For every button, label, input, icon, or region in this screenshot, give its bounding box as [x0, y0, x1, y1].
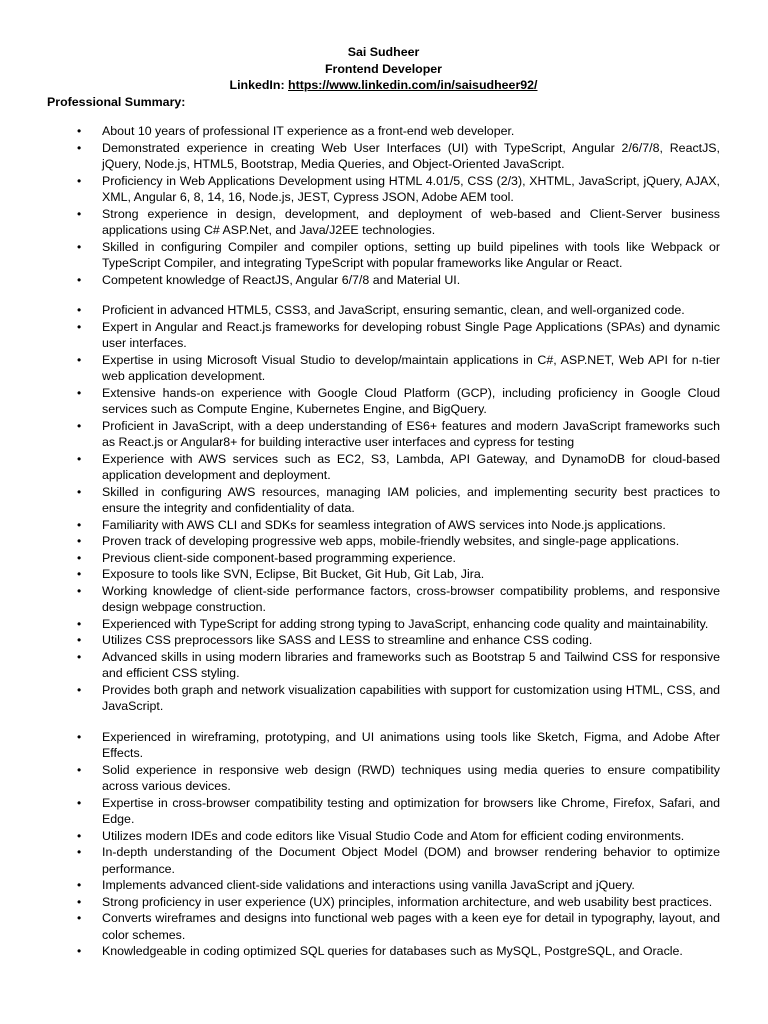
summary-bullet — [47, 123, 720, 140]
summary-bullet — [47, 828, 720, 845]
summary-bullets-group-3 — [47, 729, 720, 960]
summary-bullet-text: Utilizes modern IDEs and code editors like Visual Studio Code and Atom for efficient coding environments. — [102, 828, 685, 843]
summary-bullet — [47, 272, 720, 289]
summary-bullet-text: Experience with AWS services such as EC2, S3, Lambda, API Gateway, and DynamoDB for cloud-based application development and deployment. — [102, 451, 720, 482]
summary-bullet — [47, 302, 720, 319]
summary-bullet-text: Implements advanced client-side validations and interactions using vanilla JavaScript and jQuery. — [102, 878, 635, 892]
bullet-dot-icon: • — [77, 140, 82, 155]
summary-bullet — [47, 632, 720, 649]
summary-bullet-text: Extensive hands-on experience with Google Cloud Platform (GCP), including proficiency in Google Cloud services such as Compute Engine, Kubernetes Engine, and BigQuery. — [102, 385, 720, 416]
bullet-dot-icon: • — [77, 682, 82, 697]
candidate-role: Frontend Developer — [324, 61, 443, 76]
summary-bullet — [47, 533, 720, 550]
bullet-dot-icon: • — [77, 550, 82, 565]
summary-bullet — [47, 762, 720, 795]
summary-bullet — [47, 795, 720, 828]
summary-bullet-text: Expertise in using Microsoft Visual Studio to develop/maintain applications in C#, ASP.NET, Web API for n-tier web application development. — [102, 352, 720, 383]
bullet-dot-icon: • — [77, 878, 82, 892]
summary-bullet-text: Experienced in wireframing, prototyping, and UI animations using tools like Sketch, Figma, and Adobe After Effects. — [102, 729, 720, 760]
summary-bullet-text: Competent knowledge of ReactJS, Angular 6/7/8 and Material UI. — [102, 272, 461, 287]
bullet-dot-icon: • — [77, 385, 82, 400]
summary-bullet-text: Proficiency in Web Applications Development using HTML 4.01/5, CSS (2/3), XHTML, JavaScript, jQuery, AJAX, XML, Angular 6, 8, 14, 16, Node.js, JEST, Cypress JSON, Adobe AEM tool. — [102, 173, 720, 204]
linkedin-label: LinkedIn: — [229, 78, 289, 92]
summary-bullet-text: In-depth understanding of the Document Object Model (DOM) and browser rendering behavior to optimize performance. — [102, 845, 720, 876]
summary-bullet-text: Demonstrated experience in creating Web User Interfaces (UI) with TypeScript, Angular 2/6/7/8, ReactJS, jQuery, Node.js, HTML5, Bootstrap, Media Queries, and Object-Oriented JavaScript. — [102, 140, 720, 171]
summary-bullet — [47, 729, 720, 762]
bullet-dot-icon: • — [77, 649, 82, 664]
bullet-dot-icon: • — [77, 616, 82, 631]
summary-bullet-text: Provides both graph and network visualization capabilities with support for customization using HTML, CSS, and JavaScript. — [102, 682, 720, 713]
summary-bullet — [47, 910, 720, 943]
bullet-dot-icon: • — [77, 534, 82, 548]
summary-bullet-text: Proven track of developing progressive web apps, mobile-friendly websites, and single-page applications. — [102, 534, 680, 548]
summary-bullet — [47, 173, 720, 206]
bullet-dot-icon: • — [77, 845, 82, 859]
summary-bullet — [47, 319, 720, 352]
summary-bullet-text: Skilled in configuring AWS resources, managing IAM policies, and implementing security best practices to ensure the integrity and confidentiality of data. — [102, 484, 720, 515]
bullet-dot-icon: • — [77, 239, 82, 254]
linkedin-line — [47, 77, 720, 94]
summary-bullet — [47, 649, 720, 682]
summary-bullet — [47, 844, 720, 877]
summary-bullet — [47, 682, 720, 715]
summary-bullet — [47, 206, 720, 239]
bullet-dot-icon: • — [77, 319, 82, 334]
bullet-dot-icon: • — [77, 484, 82, 499]
bullet-dot-icon: • — [77, 633, 82, 647]
summary-bullet-text: Knowledgeable in coding optimized SQL queries for databases such as MySQL, PostgreSQL, and Oracle. — [102, 944, 683, 958]
bullet-dot-icon: • — [77, 762, 82, 777]
bullet-dot-icon: • — [77, 352, 82, 367]
summary-bullet — [47, 877, 720, 894]
summary-bullet-text: Skilled in configuring Compiler and compiler options, setting up build pipelines with tools like Webpack or TypeScript Compiler, and integrating TypeScript with popular frameworks like Angular or React. — [102, 239, 720, 270]
summary-bullet — [47, 352, 720, 385]
summary-bullets-group-1 — [47, 123, 720, 288]
bullet-dot-icon: • — [77, 894, 82, 909]
summary-bullet-text: Advanced skills in using modern libraries and frameworks such as Bootstrap 5 and Tailwind CSS for responsive and efficient CSS styling. — [102, 649, 720, 680]
summary-bullet-text: Strong proficiency in user experience (UX) principles, information architecture, and web usability best practices. — [102, 894, 713, 909]
summary-bullet — [47, 239, 720, 272]
summary-bullet — [47, 517, 720, 534]
bullet-dot-icon: • — [77, 173, 82, 188]
linkedin-link[interactable]: https://www.linkedin.com/in/saisudheer92/ — [288, 78, 538, 92]
summary-bullet — [47, 418, 720, 451]
summary-bullet-text: Exposure to tools like SVN, Eclipse, Bit Bucket, Git Hub, Git Lab, Jira. — [102, 567, 485, 581]
summary-bullet-text: Expertise in cross-browser compatibility testing and optimization for browsers like Chrome, Firefox, Safari, and Edge. — [102, 795, 720, 826]
summary-bullet-text: Utilizes CSS preprocessors like SASS and LESS to streamline and enhance CSS coding. — [102, 633, 593, 647]
summary-bullet — [47, 385, 720, 418]
summary-bullet — [47, 451, 720, 484]
summary-bullet — [47, 583, 720, 616]
bullet-dot-icon: • — [77, 795, 82, 810]
summary-bullet — [47, 943, 720, 960]
summary-bullet-text: Familiarity with AWS CLI and SDKs for seamless integration of AWS services into Node.js applications. — [102, 517, 666, 532]
summary-bullet-text: Converts wireframes and designs into functional web pages with a keen eye for detail in typography, layout, and color schemes. — [102, 911, 720, 942]
bullet-dot-icon: • — [77, 583, 82, 598]
candidate-name: Sai Sudheer — [347, 45, 420, 59]
summary-bullet-text: Solid experience in responsive web design (RWD) techniques using media queries to ensure compatibility across various devices. — [102, 762, 720, 793]
summary-bullet-text: Proficient in advanced HTML5, CSS3, and JavaScript, ensuring semantic, clean, and well-organized code. — [102, 303, 685, 317]
bullet-dot-icon: • — [77, 206, 82, 221]
summary-bullet-text: Working knowledge of client-side performance factors, cross-browser compatibility problems, and responsive design webpage construction. — [102, 583, 720, 614]
bullet-dot-icon: • — [77, 451, 82, 466]
summary-bullet — [47, 484, 720, 517]
summary-bullet-text: Proficient in JavaScript, with a deep understanding of ES6+ features and modern JavaScript frameworks such as React.js or Angular8+ for building interactive user interfaces and cypress for testing — [102, 418, 720, 449]
bullet-dot-icon: • — [77, 272, 82, 287]
summary-bullets-group-2 — [47, 302, 720, 715]
bullet-dot-icon: • — [77, 418, 82, 433]
summary-bullet — [47, 140, 720, 173]
resume-header — [47, 44, 720, 94]
bullet-dot-icon: • — [77, 911, 82, 925]
summary-bullet — [47, 894, 720, 911]
summary-bullet-text: Experienced with TypeScript for adding strong typing to JavaScript, enhancing code quality and maintainability. — [102, 616, 709, 631]
bullet-dot-icon: • — [77, 729, 82, 744]
section-title-professional-summary: Professional Summary: — [47, 94, 186, 109]
summary-bullet — [47, 616, 720, 633]
bullet-dot-icon: • — [77, 828, 82, 843]
summary-bullet — [47, 566, 720, 583]
bullet-dot-icon: • — [77, 944, 82, 958]
bullet-dot-icon: • — [77, 124, 82, 138]
bullet-dot-icon: • — [77, 517, 82, 532]
summary-bullet-text: Expert in Angular and React.js frameworks for developing robust Single Page Applications (SPAs) and dynamic user interfaces. — [102, 319, 720, 350]
summary-bullet — [47, 550, 720, 567]
bullet-dot-icon: • — [77, 303, 82, 317]
summary-bullet-text: Strong experience in design, development, and deployment of web-based and Client-Server business applications using C# ASP.Net, and Java/J2EE technologies. — [102, 206, 720, 237]
bullet-dot-icon: • — [77, 567, 82, 581]
summary-bullet-text: Previous client-side component-based programming experience. — [102, 550, 457, 565]
summary-bullet-text: About 10 years of professional IT experience as a front-end web developer. — [102, 124, 515, 138]
